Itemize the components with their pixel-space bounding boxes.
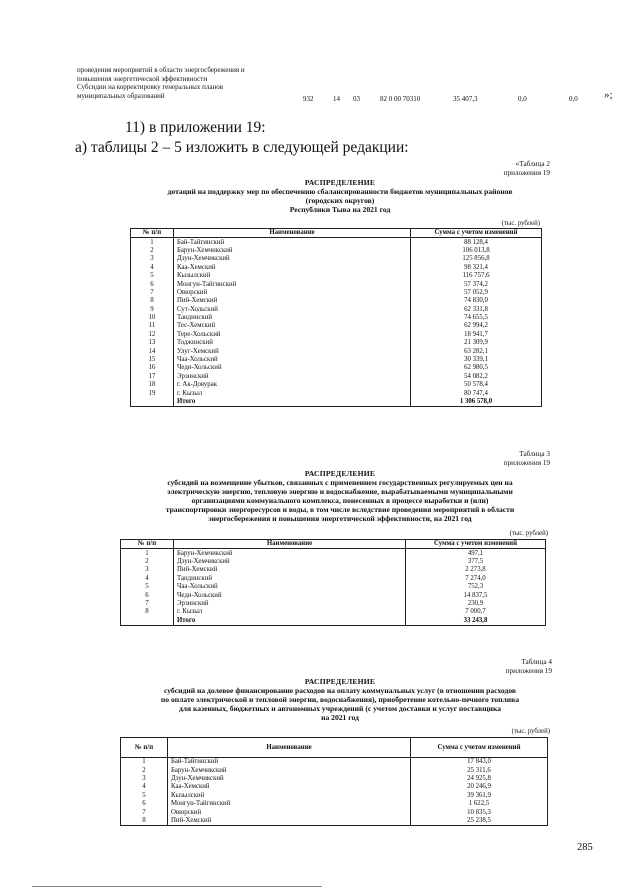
table-row	[131, 238, 542, 247]
row-number: 6	[121, 591, 174, 599]
row-number: 4	[131, 264, 174, 272]
title-line: (городских округов)	[305, 196, 375, 206]
row-name: Дзун-Хемчикский	[168, 775, 411, 783]
row-name: Монгун-Тайгинский	[174, 280, 411, 288]
col-header: Наименование	[174, 540, 406, 549]
footer-rule	[32, 886, 322, 887]
caption-line: приложения 19	[505, 667, 552, 675]
row-amount: 88 128,4	[411, 238, 542, 247]
table-row	[131, 264, 542, 272]
table2-title	[130, 178, 550, 214]
row-amount: 62 994,2	[411, 322, 542, 330]
caption-line: приложения 19	[503, 459, 550, 467]
row-amount: 30 339,1	[411, 356, 542, 364]
row-name: Пий-Хемский	[168, 817, 411, 826]
row-name: Тере-Хольский	[174, 331, 411, 339]
table-row	[131, 339, 542, 347]
total-label: Итого	[174, 398, 411, 407]
fragment-line: повышения энергетической эффективности	[77, 74, 208, 83]
row-amount: 80 747,4	[411, 389, 542, 397]
table2-units: (тыс. рублей)	[501, 220, 540, 227]
table-row	[131, 289, 542, 297]
row-amount: 39 361,9	[411, 792, 548, 800]
row-amount: 74 830,0	[411, 297, 542, 305]
row-amount: 497,1	[406, 549, 546, 558]
row-number: 7	[121, 600, 174, 608]
row-name: Кызылский	[174, 272, 411, 280]
row-name: г. Кызыл	[174, 608, 406, 616]
row-amount: 752,3	[406, 583, 546, 591]
row-amount: 7 274,0	[406, 575, 546, 583]
row-number: 7	[121, 808, 168, 816]
row-name: Тандинский	[174, 314, 411, 322]
row-name: Барун-Хемчикский	[174, 247, 411, 255]
row-number: 9	[131, 306, 174, 314]
row-name: Чеди-Хольский	[174, 364, 411, 372]
total-amount: 1 306 578,0	[411, 398, 542, 407]
caption-line: «Таблица 2	[515, 160, 550, 168]
table-row	[121, 808, 548, 816]
total-amount: 33 243,8	[406, 617, 546, 626]
fragment-value: 0,0	[518, 95, 527, 103]
total-label: Итого	[174, 617, 406, 626]
col-header: № п/п	[121, 540, 174, 549]
table-heading: РАСПРЕДЕЛЕНИЕ	[304, 677, 376, 686]
table4	[120, 737, 548, 826]
fragment-value: 932	[303, 95, 314, 103]
row-name: Овюрский	[174, 289, 411, 297]
row-number: 16	[131, 364, 174, 372]
row-number: 11	[131, 322, 174, 330]
table-header-row	[131, 229, 542, 238]
title-line: по оплате электрической и тепловой энергии, водоснабжения), приобретение котельно-печного топлива	[160, 695, 520, 705]
col-header: Сумма с учетом изменений	[411, 229, 542, 238]
row-name: Кызылский	[168, 792, 411, 800]
table-row	[131, 331, 542, 339]
row-amount: 116 757,6	[411, 272, 542, 280]
fragment-value: 82 0 00 70310	[380, 95, 421, 103]
row-name: Чаа-Хольский	[174, 356, 411, 364]
row-name: Улуг-Хемский	[174, 347, 411, 355]
row-number: 10	[131, 314, 174, 322]
row-number: 3	[121, 566, 174, 574]
title-line: организациями коммунального комплекса, понесенных в процессе выработки и (или)	[191, 496, 489, 506]
row-name: Бай-Тайгинский	[174, 238, 411, 247]
title-line: Республики Тыва на 2021 год	[289, 205, 391, 215]
row-number: 19	[131, 389, 174, 397]
row-number: 12	[131, 331, 174, 339]
page-number: 285	[577, 842, 593, 853]
row-amount: 50 578,4	[411, 381, 542, 389]
row-amount: 14 837,5	[406, 591, 546, 599]
row-amount: 1 622,5	[411, 800, 548, 808]
title-line: субсидий на долевое финансирование расходов на оплату коммунальных услуг (в отношении расходов	[163, 686, 517, 696]
row-name: г. Кызыл	[174, 389, 411, 397]
fragment-value: 0,0	[569, 95, 578, 103]
row-name: Эрзинский	[174, 600, 406, 608]
col-header: № п/п	[121, 738, 168, 758]
table-row	[131, 373, 542, 381]
row-name: Пий-Хемский	[174, 297, 411, 305]
title-line: электрическую энергию, тепловую энергию и водоснабжение, вырабатываемыми муниципальными	[167, 487, 513, 497]
table-row	[131, 381, 542, 389]
total-number	[121, 617, 174, 626]
table-row	[121, 575, 546, 583]
fragment-line: Субсидии на корректировку генеральных планов	[77, 83, 224, 92]
caption-line: приложения 19	[503, 169, 550, 177]
row-amount: 25 238,5	[411, 817, 548, 826]
table-row	[131, 247, 542, 255]
row-number: 8	[121, 608, 174, 616]
table-row	[131, 322, 542, 330]
row-number: 8	[131, 297, 174, 305]
table4-title	[100, 677, 580, 722]
row-amount: 57 052,9	[411, 289, 542, 297]
table3-units: (тыс. рублей)	[509, 530, 548, 537]
row-number: 3	[121, 775, 168, 783]
title-line: на 2021 год	[321, 713, 359, 723]
table-row	[131, 297, 542, 305]
row-number: 17	[131, 373, 174, 381]
table-row	[131, 255, 542, 263]
row-number: 1	[131, 238, 174, 247]
row-number: 14	[131, 347, 174, 355]
table-row	[121, 583, 546, 591]
row-name: Тоджинский	[174, 339, 411, 347]
fragment-line: проведения мероприятий в области энергосбережения и	[77, 66, 245, 74]
row-name: Чеди-Хольский	[174, 591, 406, 599]
row-amount: 98 321,4	[411, 264, 542, 272]
row-amount: 230,9	[406, 600, 546, 608]
item-11: 11) в приложении 19:	[125, 119, 266, 136]
row-number: 5	[131, 272, 174, 280]
row-amount: 57 374,2	[411, 280, 542, 288]
table-row	[121, 817, 548, 826]
table-row	[121, 775, 548, 783]
row-amount: 54 082,2	[411, 373, 542, 381]
row-number: 1	[121, 549, 174, 558]
table-row	[121, 566, 546, 574]
row-number: 5	[121, 792, 168, 800]
table2-body	[131, 238, 542, 407]
row-amount: 62 331,8	[411, 306, 542, 314]
title-line: транспортировки энергоресурсов и воды, в том числе вследствие проведения мероприятий в области	[165, 505, 515, 515]
col-header: Наименование	[168, 738, 411, 758]
row-name: Сут-Хольский	[174, 306, 411, 314]
row-amount: 377,5	[406, 558, 546, 566]
col-header: Наименование	[174, 229, 411, 238]
row-name: Каа-Хемский	[168, 783, 411, 791]
title-line: для казенных, бюджетных и автономных учреждений (с учетом доставки и услуг поставщика	[178, 704, 502, 714]
fragment-name	[77, 66, 297, 100]
row-amount: 7 000,7	[406, 608, 546, 616]
table-row	[121, 591, 546, 599]
table-row	[121, 600, 546, 608]
table3	[120, 539, 546, 626]
row-amount: 21 309,9	[411, 339, 542, 347]
row-number: 6	[121, 800, 168, 808]
title-line: энергосбережения и повышения энергетической эффективности, на 2021 год	[208, 514, 472, 524]
row-amount: 62 980,5	[411, 364, 542, 372]
table4-units: (тыс. рублей)	[511, 728, 550, 735]
total-row	[121, 617, 546, 626]
fragment-value: 14	[333, 95, 340, 103]
row-name: Чаа-Хольский	[174, 583, 406, 591]
row-number: 15	[131, 356, 174, 364]
table-row	[131, 280, 542, 288]
row-name: Пий-Хемский	[174, 566, 406, 574]
row-number: 5	[121, 583, 174, 591]
table3-caption	[504, 450, 550, 468]
row-amount: 10 835,3	[411, 808, 548, 816]
row-name: Тес-Хемский	[174, 322, 411, 330]
table4-body	[121, 758, 548, 826]
col-header: Сумма с учетом изменений	[406, 540, 546, 549]
row-amount: 18 941,7	[411, 331, 542, 339]
col-header: Сумма с учетом изменений	[411, 738, 548, 758]
row-name: Дзун-Хемчикский	[174, 255, 411, 263]
row-number: 7	[131, 289, 174, 297]
fragment-value: 03	[353, 95, 360, 103]
table-heading: РАСПРЕДЕЛЕНИЕ	[304, 178, 376, 187]
row-number: 3	[131, 255, 174, 263]
row-amount: 24 925,8	[411, 775, 548, 783]
title-line: субсидий на возмещение убытков, связанных с применением государственных регулируемых цен на	[167, 478, 513, 488]
row-amount: 74 655,5	[411, 314, 542, 322]
row-amount: 25 311,6	[411, 766, 548, 774]
row-number: 13	[131, 339, 174, 347]
table-row	[121, 800, 548, 808]
row-name: Овюрский	[168, 808, 411, 816]
row-name: г. Ак-Довурак	[174, 381, 411, 389]
table-heading: РАСПРЕДЕЛЕНИЕ	[304, 469, 376, 478]
row-name: Барун-Хемчикский	[174, 549, 406, 558]
table-row	[121, 783, 548, 791]
table4-caption	[506, 658, 552, 676]
table2	[130, 228, 542, 407]
table-row	[121, 558, 546, 566]
row-name: Эрзинский	[174, 373, 411, 381]
table-header-row	[121, 540, 546, 549]
row-number: 4	[121, 575, 174, 583]
table2-caption	[504, 160, 550, 178]
caption-line: Таблица 3	[519, 450, 550, 458]
table-header-row	[121, 738, 548, 758]
row-amount: 20 246,9	[411, 783, 548, 791]
row-name: Барун-Хемчикский	[168, 766, 411, 774]
row-amount: 125 856,8	[411, 255, 542, 263]
row-number: 2	[121, 558, 174, 566]
row-number: 18	[131, 381, 174, 389]
row-name: Бай-Тайгинский	[168, 758, 411, 767]
row-number: 6	[131, 280, 174, 288]
total-row	[131, 398, 542, 407]
row-number: 4	[121, 783, 168, 791]
table-row	[131, 314, 542, 322]
table-row	[121, 758, 548, 767]
table-row	[131, 272, 542, 280]
row-number: 2	[131, 247, 174, 255]
caption-line: Таблица 4	[521, 658, 552, 666]
total-number	[131, 398, 174, 407]
title-line: дотаций на поддержку мер по обеспечению сбалансированности бюджетов муниципальных районов	[167, 187, 513, 197]
row-amount: 2 273,8	[406, 566, 546, 574]
row-name: Тандинский	[174, 575, 406, 583]
row-amount: 63 282,1	[411, 347, 542, 355]
table-row	[131, 356, 542, 364]
table3-body	[121, 549, 546, 626]
fragment-value: »;	[604, 89, 613, 101]
row-amount: 106 013,8	[411, 247, 542, 255]
row-amount: 17 843,0	[411, 758, 548, 767]
row-name: Каа-Хемский	[174, 264, 411, 272]
table-row	[121, 766, 548, 774]
row-name: Дзун-Хемчикский	[174, 558, 406, 566]
table-row	[131, 347, 542, 355]
table-row	[131, 389, 542, 397]
table-row	[121, 549, 546, 558]
table-row	[131, 364, 542, 372]
fragment-value: 35 407,3	[453, 95, 478, 103]
table-row	[121, 792, 548, 800]
row-name: Монгун-Тайгинский	[168, 800, 411, 808]
row-number: 2	[121, 766, 168, 774]
table-row	[121, 608, 546, 616]
item-a: а) таблицы 2 – 5 изложить в следующей редакции:	[75, 139, 409, 156]
previous-table-fragment	[77, 66, 637, 103]
row-number: 1	[121, 758, 168, 767]
col-header: № п/п	[131, 229, 174, 238]
table3-title	[100, 469, 580, 524]
table-row	[131, 306, 542, 314]
fragment-line: муниципальных образований	[77, 91, 165, 100]
row-number: 8	[121, 817, 168, 826]
